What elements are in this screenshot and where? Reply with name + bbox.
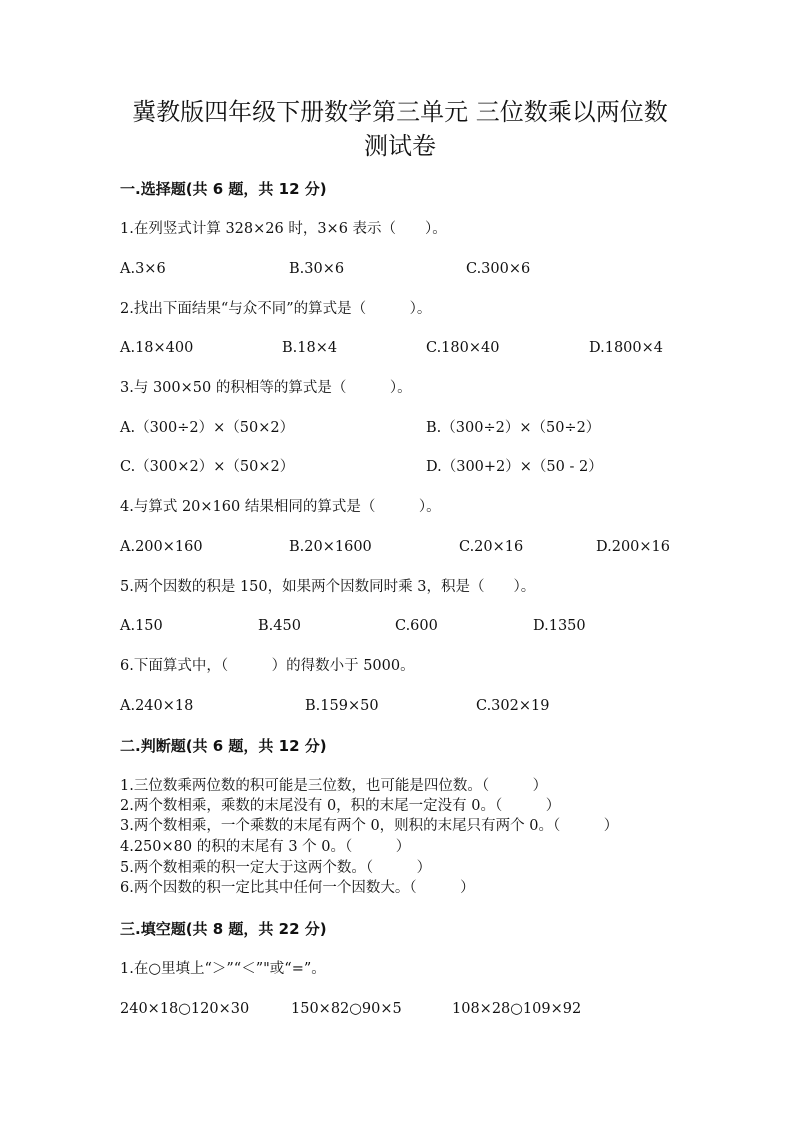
- section-heading-fill-in: 三.填空题(共 8 题，共 22 分): [120, 920, 327, 938]
- true-false-item: 4.250×80 的积的末尾有 3 个 0。（ ）: [120, 839, 411, 855]
- question-stem: 3.与 300×50 的积相等的算式是（ ）。: [120, 380, 412, 396]
- option-c: C.600: [395, 618, 438, 634]
- true-false-item: 1.三位数乘两位数的积可能是三位数，也可能是四位数。（ ）: [120, 778, 548, 794]
- option-d: D.（300+2）×（50 - 2）: [426, 459, 603, 475]
- option-b: B.30×6: [289, 261, 345, 277]
- comparison-expression: 240×18○120×30: [120, 1001, 250, 1017]
- option-d: D.200×16: [596, 539, 670, 555]
- section-heading-true-false: 二.判断题(共 6 题，共 12 分): [120, 737, 327, 755]
- question-stem: 5.两个因数的积是 150，如果两个因数同时乘 3，积是（ ）。: [120, 579, 536, 595]
- option-b: B.159×50: [305, 698, 379, 714]
- option-b: B.（300÷2）×（50÷2）: [426, 420, 601, 436]
- option-a: A.200×160: [120, 539, 203, 555]
- true-false-item: 2.两个数相乘，乘数的末尾没有 0，积的末尾一定没有 0。（ ）: [120, 798, 561, 814]
- option-a: A.3×6: [120, 261, 166, 277]
- option-c: C.20×16: [459, 539, 524, 555]
- page-title-continued: 测试卷: [364, 132, 436, 160]
- option-a: A.18×400: [120, 340, 194, 356]
- option-c: C.302×19: [476, 698, 550, 714]
- option-a: A.150: [120, 618, 163, 634]
- option-c: C.300×6: [466, 261, 531, 277]
- question-stem: 6.下面算式中，（ ）的得数小于 5000。: [120, 658, 415, 674]
- option-b: B.18×4: [282, 340, 338, 356]
- option-d: D.1800×4: [589, 340, 663, 356]
- question-stem: 1.在○里填上“＞”“＜”"或“=”。: [120, 961, 326, 977]
- true-false-item: 5.两个数相乘的积一定大于这两个数。（ ）: [120, 860, 432, 876]
- comparison-expression: 150×82○90×5: [291, 1001, 402, 1017]
- question-stem: 4.与算式 20×160 结果相同的算式是（ ）。: [120, 499, 441, 515]
- true-false-item: 3.两个数相乘，一个乘数的末尾有两个 0，则积的末尾只有两个 0。（ ）: [120, 818, 619, 834]
- question-stem: 1.在列竖式计算 328×26 时，3×6 表示（ ）。: [120, 221, 447, 237]
- true-false-item: 6.两个因数的积一定比其中任何一个因数大。（ ）: [120, 880, 475, 896]
- page-title: 冀教版四年级下册数学第三单元 三位数乘以两位数: [132, 98, 668, 126]
- option-b: B.20×1600: [289, 539, 372, 555]
- section-heading-multiple-choice: 一.选择题(共 6 题，共 12 分): [120, 180, 327, 198]
- option-d: D.1350: [533, 618, 586, 634]
- option-c: C.180×40: [426, 340, 500, 356]
- option-a: A.（300÷2）×（50×2）: [120, 420, 295, 436]
- option-c: C.（300×2）×（50×2）: [120, 459, 295, 475]
- option-a: A.240×18: [120, 698, 194, 714]
- option-b: B.450: [258, 618, 301, 634]
- question-stem: 2.找出下面结果“与众不同”的算式是（ ）。: [120, 301, 432, 317]
- comparison-expression: 108×28○109×92: [452, 1001, 582, 1017]
